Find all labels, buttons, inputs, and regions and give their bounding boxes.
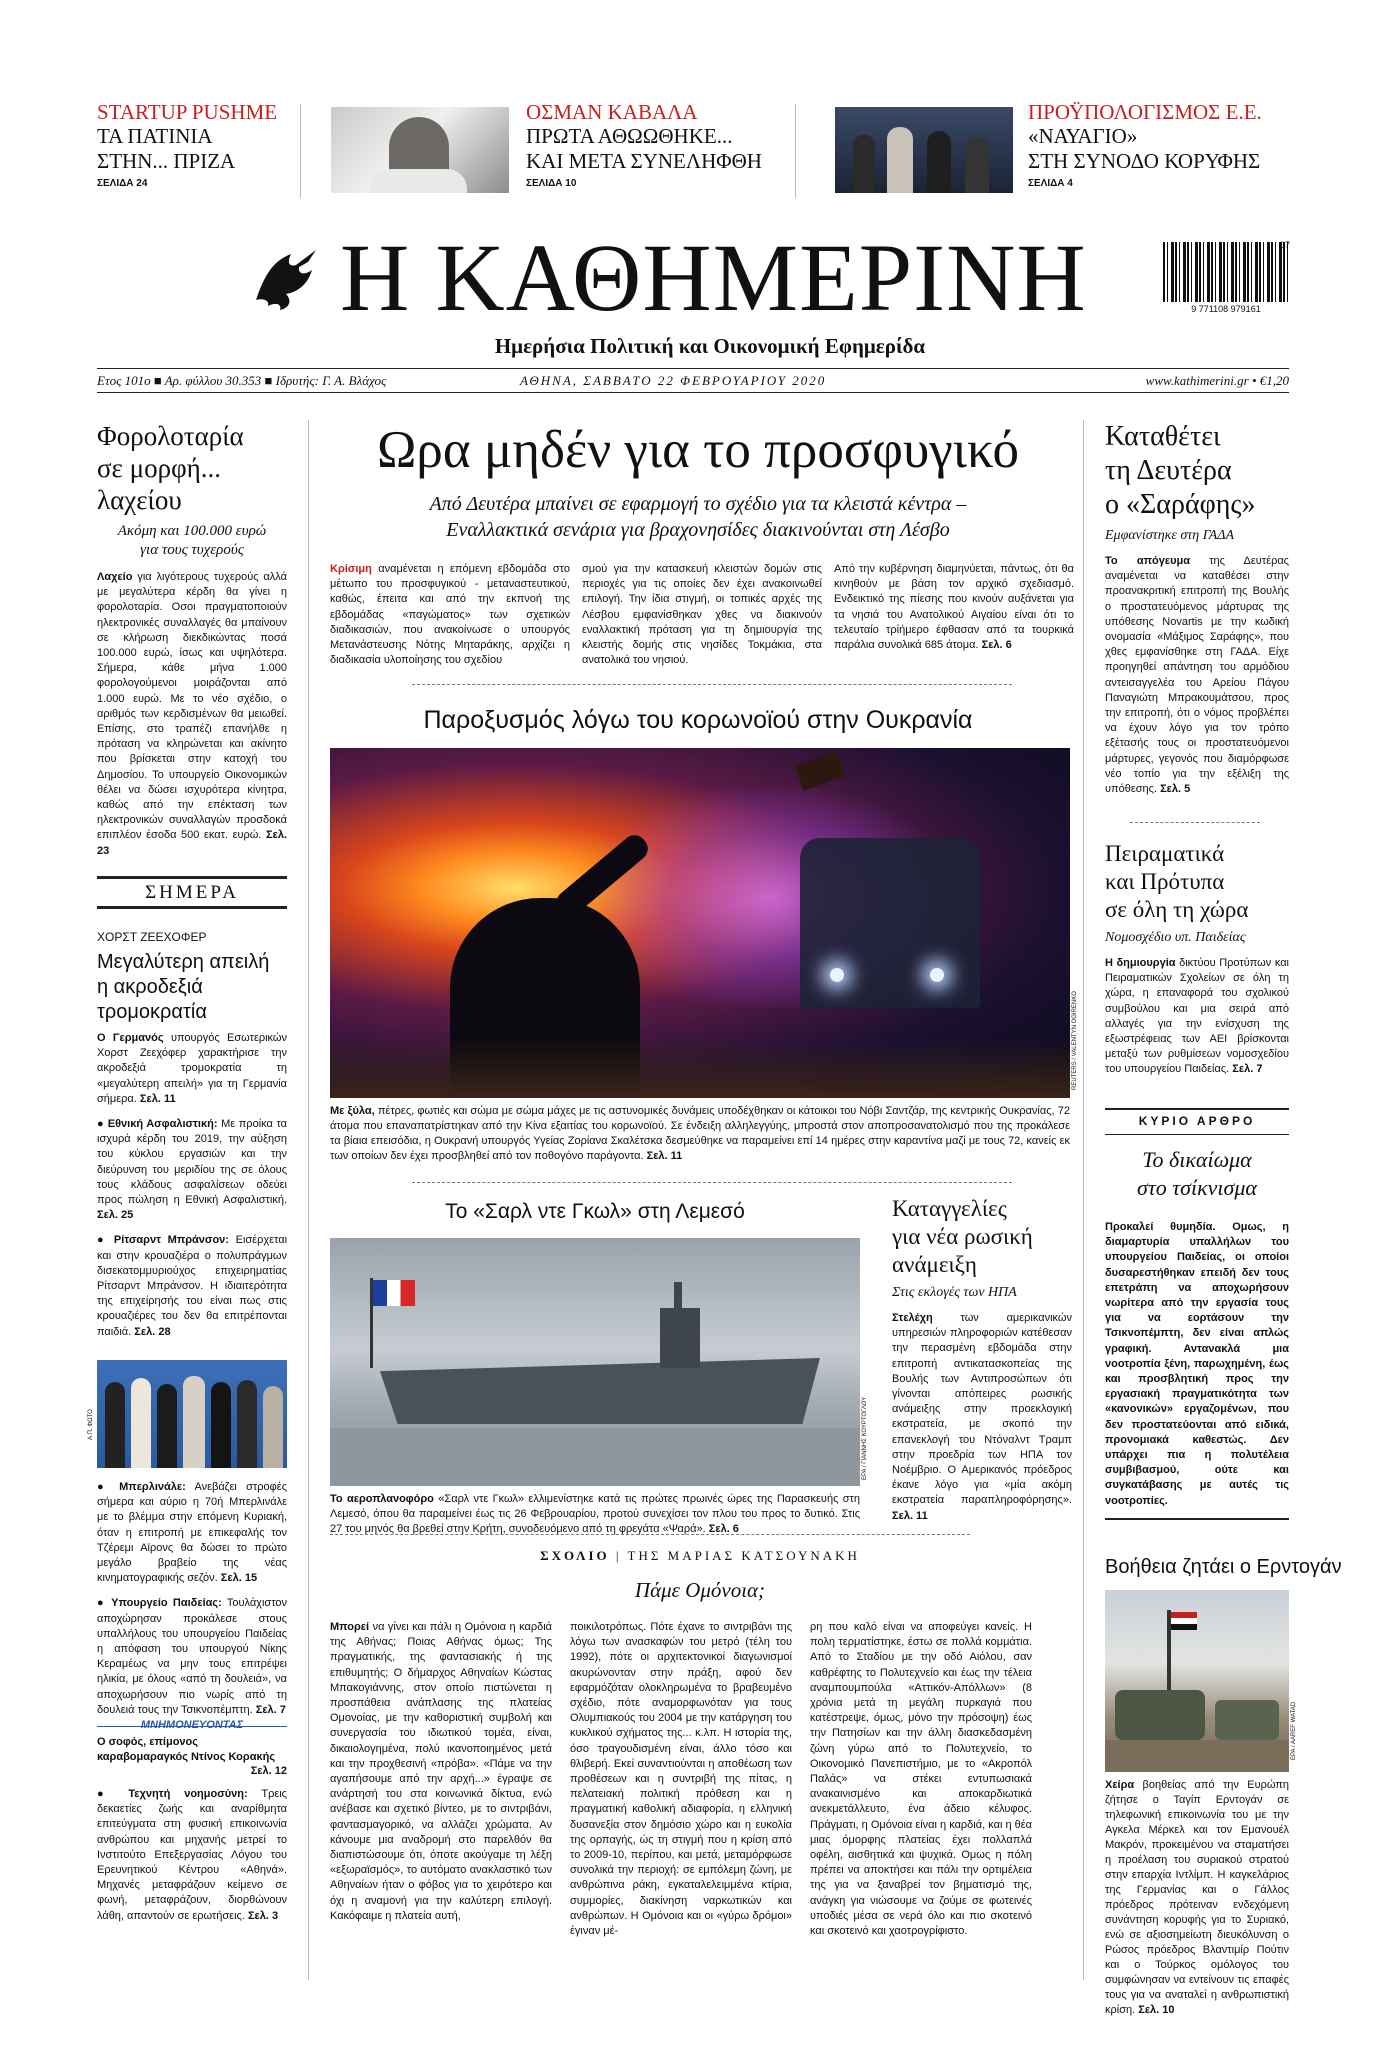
teaser-startup[interactable] [97, 100, 297, 189]
photo-credit: Α.Π. ΦΩΤΟ [88, 1409, 94, 1440]
teaser-kicker: STARTUP PUSHME [97, 100, 278, 124]
teaser-title: ΠΡΩΤΑ ΑΘΩΩΘΗΚΕ... [526, 124, 733, 148]
barcode [1163, 242, 1289, 302]
rule [1105, 1108, 1289, 1110]
divider [795, 104, 796, 198]
dashed-rule [330, 1534, 970, 1535]
story-subtitle: για τους τυχερούς [140, 542, 244, 558]
erdogan-photo [1105, 1590, 1289, 1772]
teaser-page: ΣΕΛΙΔΑ 10 [526, 178, 577, 189]
story-title: τρομοκρατία [97, 1001, 207, 1023]
teaser-photo-kavala [331, 107, 509, 193]
issue-date: ΑΘΗΝΑ, ΣΑΒΒΑΤΟ 22 ΦΕΒΡΟΥΑΡΙΟΥ 2020 [520, 373, 827, 388]
memo-heading: ΜΝΗΜΟΝΕΥΟΝΤΑΣ [132, 1719, 252, 1731]
photo-credit: EPA / ΓΙΑΝΝΗΣ ΚΟΥΡΤΟΓΛΟΥ [862, 1396, 868, 1480]
editorial-body: Προκαλεί θυμηδία. Ομως, η διαμαρτυρία υπαλλήλων του υπουργείου Παιδείας, οι οποίοι δυσαρεστήθηκαν επειδή δεν τους επετράπη να αποχωρήσουν νωρίτερα από την εργασία τους για να εορτάσουν την Τσικνοπέμπτη, δεν είναι απλώς γραφική. Αντανακλά μια νοοτροπία ξένη, παρωχημένη, έως και προσβλητική προς την εργασιακή πραγματικότητα των «κανονικών» εργαζομένων, που δεν προστατεύονται από ειδικά, προνομιακά καθεστώς. Δεν υπάρχει πια η πολυτέλεια συμβιβασμού, ούτε και συγκατάβασης με αυτές τις νοοτροπίες. [1105, 1221, 1289, 1507]
lead-col-3: Από την κυβέρνηση διαμηνύεται, πάντως, ότι θα κινηθούν με βάση τον αρχικό σχεδιασμό. Ενδεικτικό της πίεσης που κινούν αυξάνεται για τα νησιά του Ανατολικού Αιγαίου είναι ότι το τελευταίο τρίήμερο έφθασαν από τα τουρκικά παράλια συνολικά 685 άτομα. Σελ. 6 [834, 563, 1074, 652]
story-title: Καταγγελίες [892, 1196, 1007, 1221]
lead-subtitle: Από Δευτέρα μπαίνει σε εφαρμογή το σχέδιο για τα κλειστά κέντρα – Εναλλακτικά σενάρια για βραχονησίδες διακινούνται στη Λέσβο [429, 493, 967, 541]
lead-col-1: Κρίσιμη αναμένεται η επόμενη εβδομάδα στο μέτωπο του προσφυγικού - μεταναστευτικού, καθώς, έπειτα και από την εκπνοή της εβδομάδας «παγώματος» των σχετικών διαδικασιών, που ανακοίνωσε ο υπουργός Μετανάστευσης Νότης Μηταράκης, αρχίζει η διαδικασία υλοποίησης του σχεδίου [330, 563, 570, 667]
today-item[interactable]: ● Εθνική Ασφαλιστική: Με προίκα τα ισχυρά κέρδη του 2019, την αύξηση του κύκλου εργασιών και την διεύρυνση του μεριδίου της σε όλους τους κλάδους ασφαλίσεων οδεύει προς πώληση η Εθνική Ασφαλιστική. Σελ. 25 [97, 1118, 287, 1222]
lottery-story[interactable] [97, 420, 287, 859]
rule [97, 906, 287, 909]
saraphis-story[interactable] [1105, 420, 1289, 797]
dashed-rule [1130, 822, 1260, 823]
story-subtitle: Στις εκλογές των ΗΠΑ [892, 1285, 1017, 1300]
rule [1105, 1134, 1289, 1135]
teaser-kicker: ΟΣΜΑΝ ΚΑΒΑΛΑ [526, 100, 698, 124]
teaser-title: ΣΤΗΝ... ΠΡΙΖΑ [97, 149, 236, 173]
story-title: Καταθέτει [1105, 421, 1221, 452]
divider [308, 420, 309, 1980]
story-body: Στελέχη των αμερικανικών υπηρεσιών πληροφοριών κατέθεσαν την περασμένη εβδομάδα στην επιτροπή αντικατασκοπείας της Βουλής των Αντιπροσώπων ότι γίνονται απόπειρες ρωσικής ανάμειξης στην προεκλογική εκστρατεία, με σκοπό την επανεκλογή του Ντόναλντ Τραμπ στην προεδρία των ΗΠΑ τον Νοέμβριο. Ο Αμερικανός πρόεδρος έκανε λόγο για «μία ακόμη εκστρατεία παραπληροφόρησης». Σελ. 11 [892, 1312, 1073, 1522]
masthead-title: Η ΚΑΘΗΜΕΡΙΝΗ [340, 224, 1087, 331]
lead-headline[interactable]: Ωρα μηδέν για το προσφυγικό [376, 421, 1019, 479]
teaser-title: «ΝΑΥΑΓΙΟ» [1028, 124, 1138, 148]
masthead-subtitle: Ημερήσια Πολιτική και Οικονομική Εφημερίδα [494, 334, 926, 358]
ukraine-caption: Με ξύλα, πέτρες, φωτιές και σώμα με σώμα μάχες με τις αστυνομικές δυνάμεις υποδέχθηκαν οι κάτοικοι του Νόβι Σαντζάρ, της κεντρικής Ουκρανίας, 72 άτομα που επαναπατρίστηκαν από την Κίνα εξαιτίας του κορωνοϊού. Σε ένδειξη αλληλεγγύης, μπροστά στον αποπροσανατολισμό που της προκάλεσε τα βίαια επεισόδια, η Ουκρανή υπουργός Υγείας Ζορίανα Σκαλέτσκα δεσμεύθηκε να παραμείνει επί 14 ημέρες στην καραντίνα μαζί με τους 72, κανείς εκ των οποίων δεν έχει προσβληθεί από τον ποθογόνο παράγοντα. Σελ. 11 [330, 1105, 1070, 1162]
teaser-title: ΣΤΗ ΣΥΝΟΔΟ ΚΟΡΥΦΗΣ [1028, 149, 1261, 173]
rule [97, 368, 1289, 369]
page-ref: Σελ. 23 [97, 829, 287, 857]
story-body: Ο Γερμανός υπουργός Εσωτερικών Χορστ Ζεεχόφερ χαρακτήρισε την ακροδεξιά τρομοκρατία τη «μεγαλύτερη απειλή» για τη Γερμανία σήμερα. Σελ. 11 [97, 1032, 287, 1105]
story-title: Μεγαλύτερη απειλή [97, 951, 270, 973]
today-item[interactable]: ● Μπερλινάλε: Ανεβάζει στροφές σήμερα και αύριο η 70ή Μπερλινάλε με το βλέμμα στην επόμενη Κυριακή, όταν η επιτροπή με επικεφαλής τον Τζέρεμι Αϊρονς θα δώσει το πρώτο μεγάλο βραβείο της νέας κινηματογραφικής σεζόν. Σελ. 15 [97, 1481, 287, 1585]
story-subtitle: Ακόμη και 100.000 ευρώ [117, 523, 267, 539]
story-title: ο «Σαράφης» [1105, 489, 1256, 520]
rule [97, 392, 1289, 393]
erdogan-caption: Χείρα βοηθείας από την Ευρώπη ζήτησε ο Ταγίπ Ερντογάν σε τηλεφωνική επικοινωνία του με την Αγκελα Μέρκελ και τον Εμανουέλ Μακρόν, προκειμένου να σταματήσει η προέλαση του συριακού στρατού στην επαρχία Ιντλίμπ. Η καγκελάριος της Γερμανίας και ο Γάλλος πρόεδρος πρότειναν ενδεχόμενη συνάντηση κορυφής για το Συριακό, ενώ σε αξιοσημείωτη διευκόλυνση ο Ρώσος πρόεδρος Βλαντιμίρ Πούτιν και ο Τούρκος ομόλογος του συμφώνησαν να εντείνουν τις επαφές τους για να αναταλεί η ανθρωπιστική κρίση. Σελ. 10 [1105, 1779, 1289, 2016]
teaser-eu-budget[interactable] [1028, 100, 1288, 189]
issue-info: Ετος 101ο ■ Αρ. φύλλου 30.353 ■ Ιδρυτής: Γ. Α. Βλάχος [97, 373, 387, 388]
photo-credit: EPA / AAREF WATAD [1291, 1701, 1297, 1760]
russia-story[interactable] [892, 1195, 1072, 1524]
story-title: σε μορφή... [97, 453, 222, 483]
divider [1083, 420, 1084, 1980]
photo-credit: REUTERS / VALENTYN OGIRENKO [1072, 991, 1078, 1090]
schools-story[interactable] [1105, 840, 1289, 1078]
story-title: για νέα ρωσική [892, 1224, 1033, 1249]
story-subtitle: Εμφανίστηκε στη ΓΑΔΑ [1105, 528, 1235, 543]
today-item[interactable]: ● Ρίτσαρντ Μπράνσον: Εισέρχεται και στην κρουαζιέρα ο πολυπράγμων δισεκατομμυριούχος επιχειρηματίας Ρίτσαρντ Μπράνσον. Η ιδιαιτερότητα της επιχείρησής του είναι πως στις κρουαζιέρες του δεν θα επιτρέπονται παιδιά. Σελ. 28 [97, 1234, 288, 1338]
story-title: σε όλη τη χώρα [1105, 897, 1249, 922]
memo-ref: Σελ. 12 [250, 1765, 287, 1778]
barcode-issue: 07 [1280, 240, 1291, 250]
carrier-caption: Το αεροπλανοφόρο «Σαρλ ντε Γκωλ» ελλιμενίστηκε κατά τις πρώτες πρωινές ώρες της Παρασκευής στη Λεμεσό, όπου θα παραμείνει έως τις 26 Φεβρουαρίου, προτού συνεχίσει τον πλου του προς το δυτικό. Στις 27 του μηνός θα βρεθεί στην Κρήτη, συνοδευόμενο από τη φρεγάτα «Ψαρά». Σελ. 6 [330, 1493, 860, 1535]
column-title[interactable]: Πάμε Ομόνοια; [634, 1578, 766, 1602]
griffin-logo-icon [246, 240, 324, 318]
story-kicker: ΧΟΡΣΤ ΖΕΕΧΟΦΕΡ [97, 930, 207, 944]
column-label: ΣΧΟΛΙΟ [540, 1548, 610, 1563]
rule [1105, 1518, 1289, 1520]
today-item[interactable]: ● Υπουργείο Παιδείας: Τουλάχιστον αποχώρησαν προκάλεσε στους υπαλλήλους του υπουργείου Παιδείας η απόφαση του υπουργού Νίκης Κεραμέως να μην τους επιτρέψει ηλικία, με όλους «από τη δουλειά», να αποχωρήσουν πιο νωρίς από τη δουλειά τους την Τσικνοπέμπτη. Σελ. 7 [97, 1597, 287, 1716]
rule [97, 876, 287, 879]
teaser-page: ΣΕΛΙΔΑ 4 [1028, 178, 1073, 189]
ukraine-headline[interactable]: Παροξυσμός λόγω του κορωνοϊού στην Ουκρανία [423, 706, 973, 734]
lead-col-2: σμού για την κατασκευή κλειστών δομών στις περιοχές για τις οποίες δεν έχει ανακοινωθεί επιλογή. Την ίδια στιγμή, οι τοπικές αρχές της Λέσβου εμφανίσθηκαν χθες να διακινούν εναλλακτική πρόταση για τη δημιουργία της κλειστής δομής στις νησίδες Τοκμάκια, στα ανατολικά του νησιού. [582, 563, 822, 667]
dashed-rule [412, 684, 1012, 685]
ukraine-protest-photo [330, 748, 1070, 1098]
column-col-3: ρη που καλό είναι να αποφεύγει κανείς. Η πολη τερματίστηκε, έστω σε πολλά κομμάτια. Από το Σταδίου με την οδό Αιόλου, σαν καθρέφτης το Πολυτεχνείο και έως την τέλεια αναμπουμπούλα «Αττικόν-Απόλλων» (8 χρόνια μετά τη μεγάλη πυρκαγιά που κατέστρεψε, όμως, μόνο την πρόσοψη) έως την Πατησίων και την άλλη διασκεδασμένη ζώνη γύρω από το Πολυτεχνείο, το Οικονομικό Πανεπιστήμιο, με το «Ακροπόλ Παλάς» να στέκει εντυπωσιακά ανακαινισμένο και αποκαρδιωτικά ανεκμετάλλευτο, ένα άδειο κέλυφος. Πράγματι, η Ομόνοια είναι η καρδιά, και η θέα μιας όμορφης πλατείας έχει πολλαπλά οφέλη, αισθητικά και ψυχικά. Ομως η πόλη πρέπει να αποκτήσει και πάλι την ορτιμέλεια της για να ξαναβρεί τον βηματισμό της, ανάγκη για νιώσουμε να ζούμε σε φωτεινές υποδιές μέσα σε νερά όλο και πιο σκοτεινό και σκοτεινό και χαοτρογρίφιστο. [810, 1621, 1033, 1938]
today-section-2 [97, 1480, 287, 1924]
teaser-kavala[interactable] [526, 100, 776, 189]
carrier-headline[interactable]: Το «Σαρλ ντε Γκωλ» στη Λεμεσό [445, 1200, 745, 1223]
story-title: Φορολοταρία [97, 421, 244, 451]
memo-text: Ο σοφός, επίμονος καραβομαραγκός Ντίνος Κορακής [97, 1736, 276, 1764]
story-title: λαχείου [97, 485, 182, 515]
column-byline: ΣΧΟΛΙΟ | ΤΗΣ ΜΑΡΙΑΣ ΚΑΤΣΟΥΝΑΚΗ [540, 1548, 860, 1563]
erdogan-headline[interactable]: Βοήθεια ζητάει ο Ερντογάν [1105, 1556, 1342, 1578]
dashed-rule [412, 1182, 1012, 1183]
website-price: www.kathimerini.gr • €1,20 [1145, 373, 1289, 388]
carrier-photo [330, 1238, 860, 1486]
barcode-number: 9 771108 979161 [1191, 304, 1261, 314]
teaser-kicker: ΠΡΟΫΠΟΛΟΓΙΣΜΟΣ Ε.Ε. [1028, 100, 1262, 124]
column-author: ΤΗΣ ΜΑΡΙΑΣ ΚΑΤΣΟΥΝΑΚΗ [627, 1548, 860, 1563]
teaser-title: ΤΑ ΠΑΤΙΝΙΑ [97, 124, 213, 148]
story-body: Το απόγευμα της Δευτέρας αναμένεται να καταθέσει στην προανακριτική επιτροπή της Βουλής ο προστατευόμενος μάρτυρας της υπόθεσης Novartis με την κωδική ονομασία «Μάξιμος Σαράφης», που χθες εμφανίσθηκε στη ΓΑΔΑ. Είχε προηγηθεί απάντηση του αρμόδιου αντεισαγγελέα του Αρείου Πάγου Παναγιώτη Μπρακουμάτσου, προς την επιτροπή, ότι ο νόμος προβλέπει να έχουν λόγο για τον τρόπο εξέτασής τους οι προστατευόμενοι μάρτυρες, γεγονός που διαμόρφωσε νέο τοπίο για την εξέλιξη της υπόθεσης. Σελ. 5 [1105, 555, 1289, 796]
divider [300, 104, 301, 198]
teaser-page: ΣΕΛΙΔΑ 24 [97, 178, 148, 189]
today-heading: ΣΗΜΕΡΑ [145, 882, 239, 903]
story-title: Πειραματικά [1105, 841, 1225, 866]
story-title: τη Δευτέρα [1105, 455, 1232, 486]
teaser-title: ΚΑΙ ΜΕΤΑ ΣΥΝΕΛΗΦΘΗ [526, 149, 762, 173]
editorial-label: ΚΥΡΙΟ ΑΡΘΡΟ [1138, 1114, 1256, 1128]
story-title: η ακροδεξιά [97, 976, 203, 998]
column-col-1: Μπορεί να γίνει και πάλι η Ομόνοια η καρδιά της Αθήνας; Ποιας Αθήνας όμως; Της πραγματικής, της φαντασιακής ή της επιθυμητής; Ο δήμαρχος Αθηναίων Κώστας Μπακογιάννης, στον οποίο πιστώνεται η προσπάθεια ανάπλασης της πλατείας Ομονοίας, με την καθοριστική συμβολή και συνεργασία του ιδιωτικού τομέα, είναι, δικαιολογημένα, πολύ ικανοποιημένος μετά και την προχθεσινή «πρόβα». «Πάμε να την αγαπήσουμε από την αρχή...» έγραψε σε ανάρτησή του στα κοινωνικά δίκτυα, ενώ ανέβασε και σχετικό βίντεο, με το σιντριβάνι, φαντασμαγορικό, να αλλάζει χρώματα. Αν κάνουμε μια αναδρομή στο παρελθόν θα διαπιστώσουμε ότι, όποτε ακούγαμε τη λέξη «εξωραϊσμός», το αυτόματο ανακλαστικό των Αθηναίων ήταν ο φόβος για το χειρότερο και όχι η αναμονή για την καλύτερη επιλογή. Κακόφαιμε η πλατεία αυτή, [330, 1621, 553, 1922]
story-title: και Πρότυπα [1105, 869, 1225, 894]
teaser-photo-eu-summit [835, 107, 1013, 193]
today-item[interactable]: ● Τεχνητή νοημοσύνη: Τρεις δεκαετίες ζωής και αναρίθμητα επιτεύγματα στη φυσική επικοινωνία ανθρώπου και μηχανής μετρεί το Ινστιτούτο Επεξεργασίας Λόγου του Ερευνητικού Κέντρου «Αθηνά». Μηχανές μεταφράζουν κείμενο σε φωνή, μεταφράζουν, διορθώνουν λάθη, απαντούν σε ερωτήσεις. Σελ. 3 [97, 1788, 287, 1922]
story-body: Η δημιουργία δικτύου Προτύπων και Πειραματικών Σχολείων σε όλη τη χώρα, η επαναφορά του σχολικού συμβούλου και μια σειρά από αλλαγές για την ενίσχυση της εξωστρέφειας των ΑΕΙ βρίσκονται μεταξύ των ρυθμίσεων νομοσχεδίου του υπουργείου Παιδείας. Σελ. 7 [1105, 957, 1289, 1076]
story-subtitle: Νομοσχέδιο υπ. Παιδείας [1105, 930, 1246, 945]
column-col-2: ποικιλοτρόπως. Πότε έχανε το σιντριβάνι της λόγω των ανασκαφών του μετρό (τέλη του 1992), πότε οι αρχιτεκτονικοί διαγωνισμοί ακυρώνονταν στην πράξη, αφού δεν εφαρμόζόταν ολοκληρωμένα το βραβευμένο σχέδιο, πότε αναμορφωνόταν για τους Ολυμπιακούς του 2004 με την κατάργηση του κυκλικού σχήματος της... κ.λπ. Η ιστορία της, όσο τραγουδισμένη είναι, άλλο τόσο και θλιβερή. Εκεί συναντιούνται η αποθέωση των προθέσεων και η συντριβή της πίτας, η πελατειακή πολιτική πρόθεση και η πραγματική καθολική αδιαφορία, η ελληνική δυσανεξία στον δημόσιο χώρο και η ευκολία της ορπαγής, ώς τη στιγμή που η κρίση από το 2009-10, περίπου, και μετά, μεταμόρφωσε συνολικά την περιοχή: σε εμπόλεμη ζώνη, με ανθρώπινα ράκη, εγκαταλελειμμένα κτίρια, συμμορίες, διακίνηση ναρκωτικών και ανθρώπων. Η Ομόνοια και οι «γύρω δρόμοι» έγιναν μέ- [570, 1621, 792, 1938]
story-body: Λαχείο για λιγότερους τυχερούς αλλά με μεγαλύτερα κέρδη θα γίνει η φορολοταρία. Οσοι πραγματοποιούν ηλεκτρονικές συναλλαγές θα μπαίνουν σε κλήρωση διεκδικώντας ποσά 100.000 ευρώ, ίσως και υψηλότερα. Σήμερα, κάθε μήνα 1.000 φορολογούμενοι μοιράζονται από 1.000 ευρώ. Με το νέο σχέδιο, ο αριθμός των κερδισμένων θα μειωθεί. Επίσης, στο τραπέζι επανήλθε η πρόταση να κληρώνεται και ακίνητο που βρίσκεται στην κατοχή του Δημοσίου. Το υπουργείο Οικονομικών θέλει να δώσει ισχυρότερα κίνητρα, καθώς από την επέκταση των ηλεκτρονικών συναλλαγών προσδοκά επιπλέον έσοδα 500 εκατ. ευρώ. Σελ. 23 [97, 571, 287, 857]
today-section [97, 930, 287, 1340]
berlinale-photo [97, 1360, 287, 1468]
story-title: ανάμειξη [892, 1252, 977, 1277]
editorial-title[interactable]: Το δικαίωμα στο τσίκνισμα [1137, 1147, 1257, 1200]
